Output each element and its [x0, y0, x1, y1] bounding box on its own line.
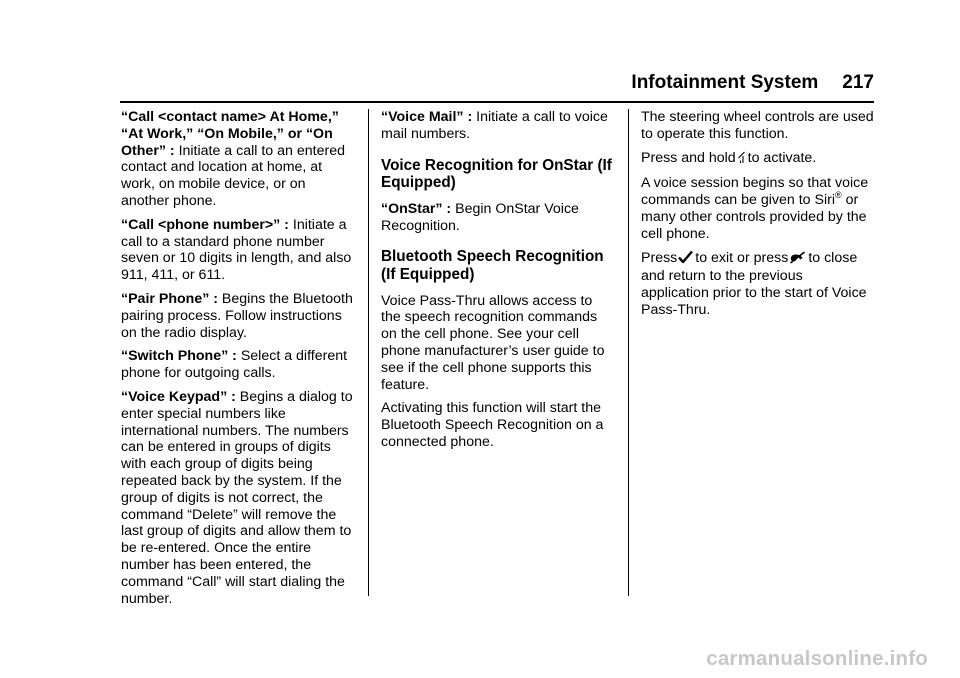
command-entry	[121, 348, 354, 382]
command-entry	[381, 109, 614, 143]
paragraph	[641, 175, 874, 242]
text-run: or many other controls provided by the cell phone.	[641, 192, 867, 242]
command-desc: Select a different phone for outgoing calls.	[121, 348, 348, 382]
paragraph: Activating this function will start the Bluetooth Speech Recognition on a connected phone.	[381, 400, 604, 450]
command-term: “Call <phone number>” :	[121, 216, 289, 233]
command-desc: Initiate a call to an entered contact and location at home, at work, on mobile device, or on another phone.	[121, 142, 345, 209]
text-run: to close and return to the previous application prior to the start of Voice Pass-Thru.	[641, 249, 867, 318]
command-term: “Pair Phone” :	[121, 290, 218, 307]
column-1	[121, 109, 354, 614]
paragraph: The steering wheel controls are used to operate this function.	[641, 109, 874, 142]
column-divider	[368, 109, 369, 596]
command-entry	[121, 109, 354, 210]
command-term: “OnStar” :	[381, 200, 452, 217]
section-heading: Bluetooth Speech Recognition (If Equipped)	[381, 248, 604, 283]
command-desc: Initiate a call to a standard phone number seven or 10 digits in length, and also 911, 411, or 611.	[121, 216, 352, 284]
paragraph: Voice Pass-Thru allows access to the speech recognition commands on the cell phone. See your cell phone manufacturer’s user guide to see if the cell phone supports this feature.	[381, 292, 605, 393]
command-entry	[121, 389, 354, 607]
watermark: carmanualsonline.info	[706, 647, 928, 670]
column-2	[381, 109, 614, 458]
text-run: Press	[641, 249, 678, 266]
text-run: to exit or press	[695, 249, 789, 266]
command-entry	[381, 201, 614, 235]
header-title: Infotainment System	[631, 72, 819, 93]
command-desc: Begins the Bluetooth pairing process. Follow instructions on the radio display.	[121, 290, 353, 341]
paragraph	[641, 150, 874, 169]
column-3	[641, 109, 874, 326]
text-run: Press and hold	[641, 149, 736, 166]
command-desc: Begins a dialog to enter special numbers like international numbers. The numbers can be entered in groups of digits with each group of digits being repeated back by the system. If the group of digits is not correct, the command “Delete” will remove the last group of digits and allow them to be re-entered. Once the entire number has been entered, the command “Call” will start dialing the number.	[121, 388, 353, 607]
header-rule	[120, 101, 874, 103]
column-divider	[628, 109, 629, 596]
command-entry	[121, 291, 354, 341]
command-term: “Call <contact name> At Home,” “At Work,” “On Mobile,” or “On Other” :	[121, 109, 339, 159]
command-term: “Switch Phone” :	[121, 348, 237, 365]
command-term: “Voice Keypad” :	[121, 388, 236, 405]
command-desc: Initiate a call to voice mail numbers.	[381, 109, 608, 142]
command-desc: Begin OnStar Voice Recognition.	[381, 200, 579, 234]
checkmark-icon	[678, 250, 693, 269]
page-number: 217	[842, 72, 874, 93]
registered-mark: ®	[835, 190, 842, 201]
text-run: to activate.	[747, 149, 817, 166]
section-heading: Voice Recognition for OnStar (If Equipped)	[381, 156, 612, 192]
phone-hangup-icon	[789, 251, 806, 269]
voice-talk-icon	[737, 151, 746, 169]
page-header	[120, 72, 874, 100]
paragraph	[641, 250, 874, 319]
command-entry	[121, 217, 354, 284]
text-run: A voice session begins so that voice commands can be given to Siri	[641, 175, 869, 209]
command-term: “Voice Mail” :	[381, 109, 473, 125]
